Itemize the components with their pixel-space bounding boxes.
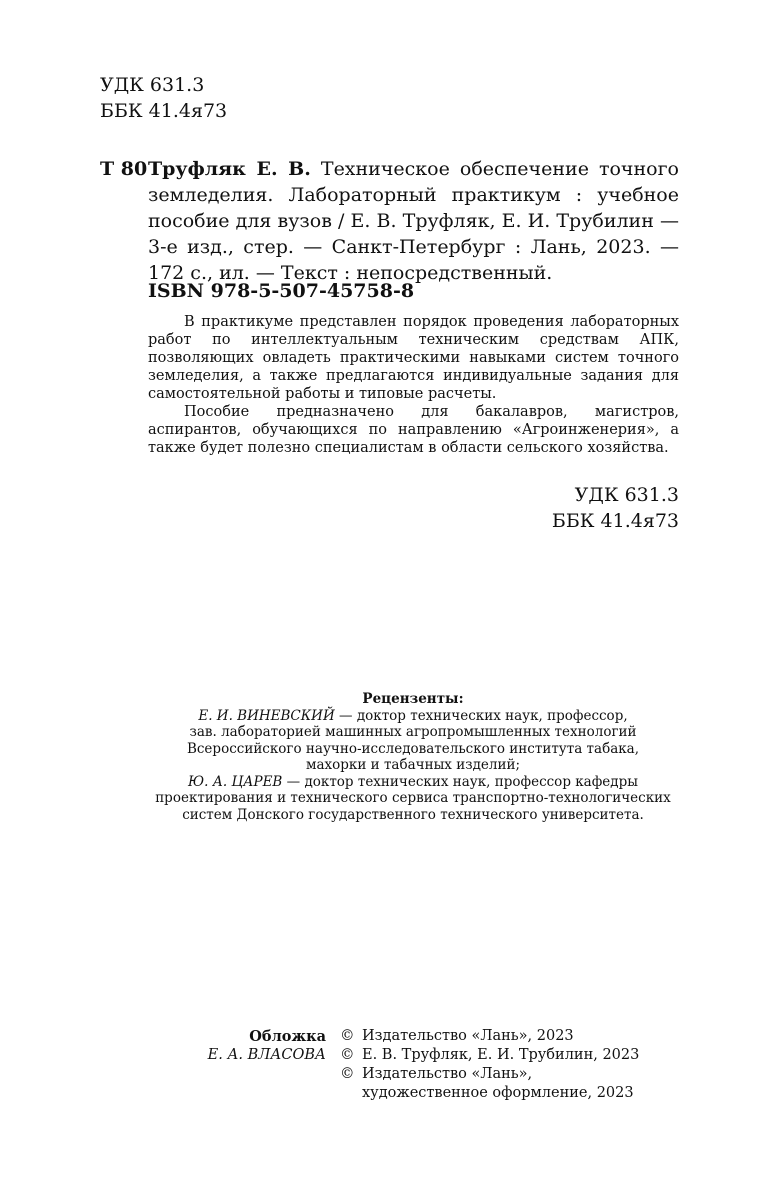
udk-code-bottom: УДК 631.3 [574,484,679,506]
catalog-entry [148,156,679,286]
reviewer-1-line-1 [100,708,726,725]
cover-credit [160,1027,326,1065]
bbk-code-bottom: ББК 41.4я73 [551,510,679,532]
isbn: ISBN 978-5-507-45758-8 [148,280,415,302]
copyright-line [340,1027,720,1046]
classification-bottom [480,482,679,534]
catalog-author: Труфляк Е. В. [148,158,311,180]
copyright-line [340,1046,720,1065]
copyright-text: Издательство «Лань», [362,1066,533,1082]
reviewer-2-credentials: — доктор технических наук, профессор кафедры [282,773,638,790]
copyright-line [340,1084,720,1103]
reviewer-1-name: Е. И. ВИНЕВСКИЙ [198,707,335,724]
classification-top [100,72,227,124]
copyright-sign-icon: © [340,1066,355,1082]
cover-artist: Е. А. ВЛАСОВА [207,1047,326,1063]
copyright-text: Е. В. Труфляк, Е. И. Трубилин, 2023 [362,1047,640,1063]
reviewer-1-line-2: зав. лабораторией машинных агропромышленных технологий [189,724,637,740]
reviewer-1-line-3: Всероссийского научно-исследовательского института табака, [186,740,640,757]
catalog-description: Техническое обеспечение точного земледелия. Лабораторный практикум : учебное пособие для вузов / Е. В. Труфляк, Е. И. Трубилин — 3-е изд., стер. — Санкт-Петербург : Лань, 2023. — 172 с., ил. — Текст : непосредственный. [148,158,679,284]
copyright-text: художественное оформление, 2023 [362,1085,634,1101]
copyright-sign-spacer [340,1084,362,1103]
reviewer-2-name: Ю. А. ЦАРЕВ [188,773,283,790]
reviewer-2-line-1 [100,774,726,791]
reviewers [100,691,726,823]
copyright-sign-icon: © [340,1047,355,1063]
abstract-paragraph-2: Пособие предназначено для бакалавров, магистров, аспирантов, обучающихся по направлению «Агроинженерия», а также будет полезно специалистам в области сельского хозяйства. [148,404,679,456]
reviewer-2-line-3: систем Донского государственного технического университета. [182,806,644,823]
copyright-line [340,1065,720,1084]
bbk-code: ББК 41.4я73 [100,100,228,122]
author-mark: Т 80 [100,158,148,180]
reviewers-heading: Рецензенты: [362,691,464,707]
reviewer-1-line-4: махорки и табачных изделий; [306,757,520,773]
abstract-paragraph-1: В практикуме представлен порядок проведения лабораторных работ по интеллектуальным техническим средствам АПК, позволяющих овладеть практическими навыками систем точного земледелия, а также предлагаются индивидуальные задания для самостоятельной работы и типовые расчеты. [148,314,679,402]
abstract [148,313,679,457]
udk-code: УДК 631.3 [100,74,205,96]
cover-label: Обложка [249,1028,326,1045]
copyright-sign-icon: © [340,1028,355,1044]
reviewer-2-line-2: проектирования и технического сервиса транспортно-технологических [155,790,671,806]
reviewer-1-credentials: — доктор технических наук, профессор, [334,707,628,724]
copyright-block [340,1027,720,1103]
copyright-text: Издательство «Лань», 2023 [362,1028,574,1044]
